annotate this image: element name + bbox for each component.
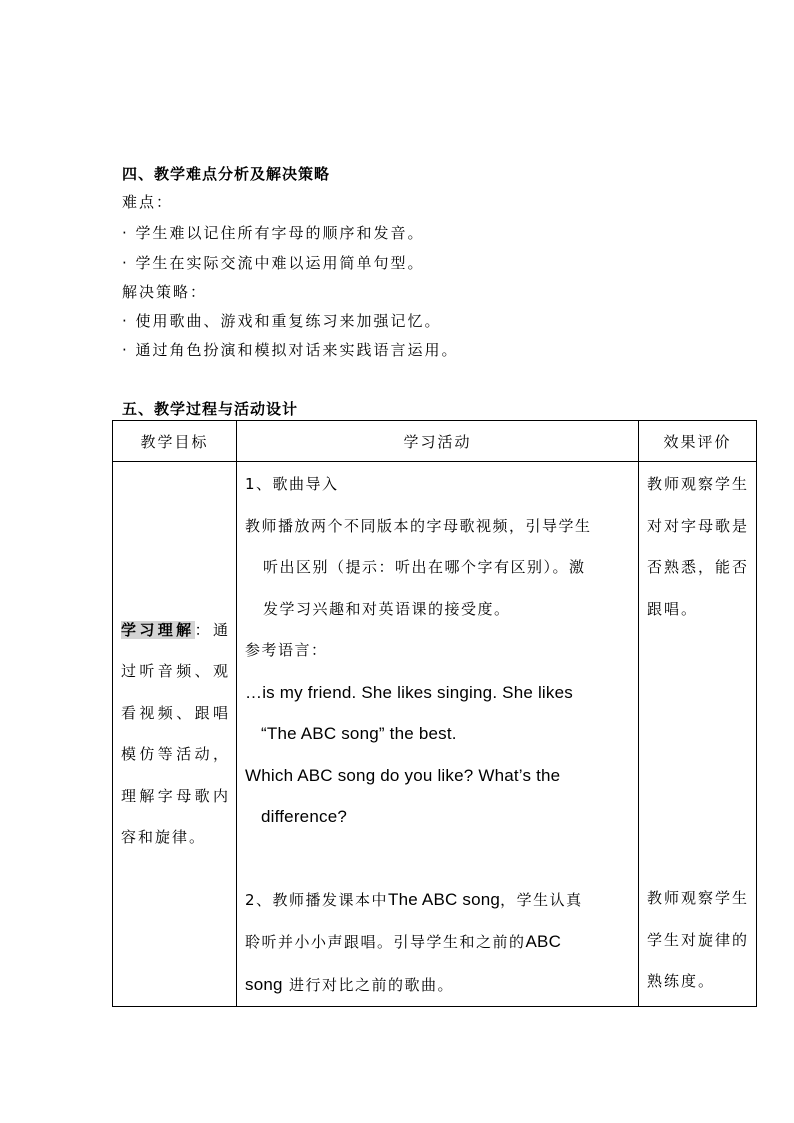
reference-sentence: “The ABC song” the best.: [261, 724, 457, 743]
activity2-line: 2、教师播发课本中The ABC song，学生认真: [245, 889, 583, 909]
header-evaluation: 效果评价: [639, 421, 757, 462]
activity2-line: song 进行对比之前的歌曲。: [245, 974, 454, 994]
activity-cell: [237, 462, 639, 1007]
section5-heading: 五、教学过程与活动设计: [122, 400, 299, 418]
evaluation-1: 教师观察学生对对字母歌是否熟悉，能否跟唱。: [647, 475, 750, 618]
song-title: The ABC song: [388, 889, 501, 909]
reference-sentence: …is my friend. She likes singing. She likes: [245, 682, 573, 702]
reference-sentence: difference?: [261, 807, 348, 826]
table-header-row: [113, 421, 757, 462]
difficulty-item: · 学生在实际交流中难以运用简单句型。: [122, 254, 425, 272]
strategy-label: 解决策略：: [122, 283, 208, 301]
goal-text: [113, 610, 236, 859]
header-goal: 教学目标: [113, 421, 237, 462]
difficulty-item: · 学生难以记住所有字母的顺序和发音。: [122, 224, 425, 242]
activity1-desc: 听出区别（提示：听出在哪个字有区别）。激: [263, 558, 586, 576]
reference-sentence: Which ABC song do you like? What’s the: [245, 765, 561, 785]
goal-highlight: 学习理解: [121, 620, 195, 639]
strategy-item: · 通过角色扮演和模拟对话来实践语言运用。: [122, 341, 459, 359]
activity1-title: 1、歌曲导入: [245, 475, 339, 493]
activity1-desc: 教师播放两个不同版本的字母歌视频，引导学生: [245, 516, 592, 535]
goal-body: ：通过听音频、观看视频、跟唱模仿等活动，理解字母歌内容和旋律。: [121, 620, 230, 846]
teaching-process-table: [112, 420, 757, 1007]
section4-heading: 四、教学难点分析及解决策略: [122, 165, 331, 183]
activity1-desc: 发学习兴趣和对英语课的接受度。: [263, 599, 511, 618]
strategy-item: · 使用歌曲、游戏和重复练习来加强记忆。: [122, 312, 442, 330]
reference-label: 参考语言：: [245, 641, 328, 659]
activity2-line: 聆听并小小声跟唱。引导学生和之前的ABC: [245, 932, 562, 951]
difficulty-label: 难点：: [122, 193, 174, 211]
evaluation-cell: [639, 462, 757, 1007]
table-row: [113, 462, 757, 1007]
goal-cell: [113, 462, 237, 1007]
header-activity: 学习活动: [237, 421, 639, 462]
evaluation-2: 教师观察学生学生对旋律的熟练度。: [647, 889, 750, 990]
